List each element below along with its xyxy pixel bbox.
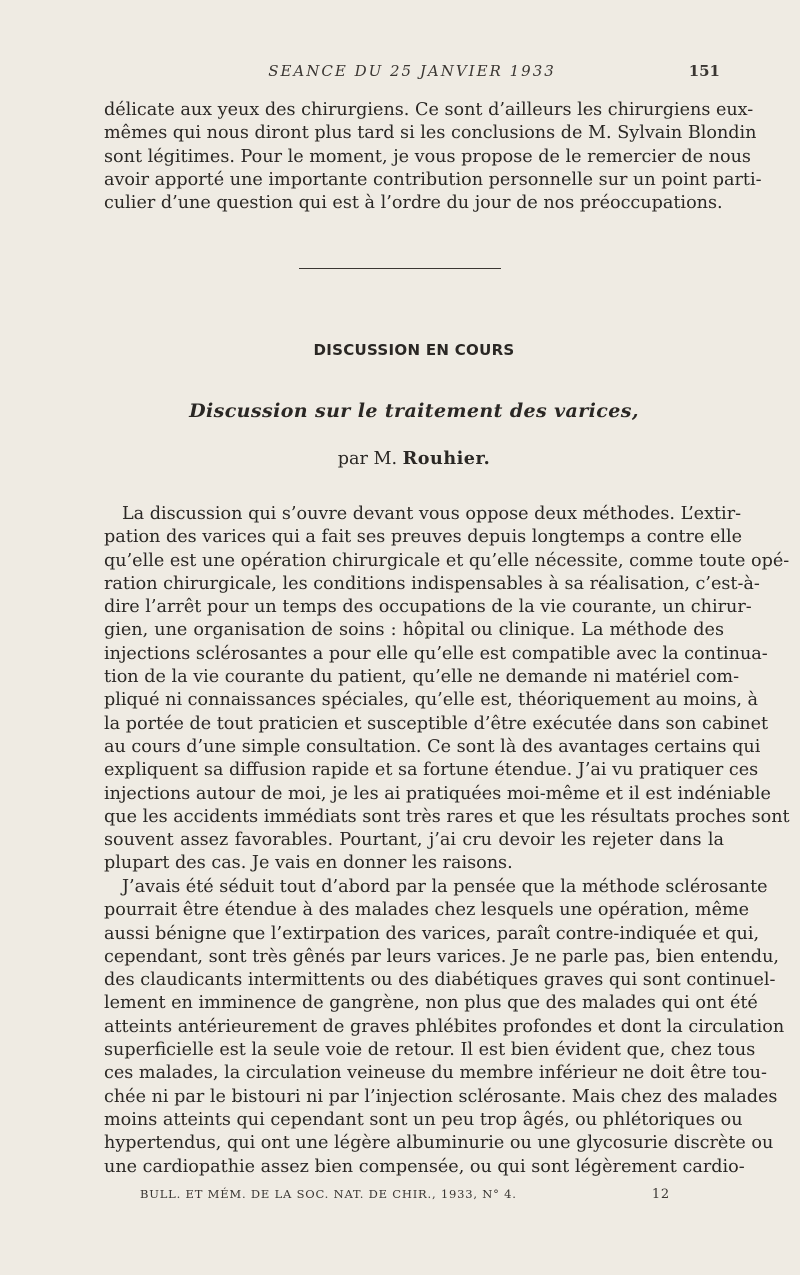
- intro-paragraph: [104, 99, 762, 215]
- text-line: pliqué ni connaissances spéciales, qu’elle est, théoriquement au moins, à: [104, 690, 759, 711]
- text-line: superficielle est la seule voie de retour. Il est bien évident que, chez tous: [104, 1040, 756, 1061]
- text-line: aussi bénigne que l’extirpation des varices, paraît contre-indiquée et qui,: [104, 923, 760, 944]
- text-line: chée ni par le bistouri ni par l’injection sclérosante. Mais chez des malades: [104, 1086, 778, 1107]
- text-line: culier d’une question qui est à l’ordre du jour de nos préoccupations.: [104, 193, 723, 214]
- text-line: lement en imminence de gangrène, non plus que des malades qui ont été: [104, 993, 758, 1014]
- text-line: expliquent sa diffusion rapide et sa fortune étendue. J’ai vu pratiquer ces: [104, 760, 759, 781]
- text-line: cependant, sont très gênés par leurs varices. Je ne parle pas, bien entendu,: [104, 946, 779, 967]
- section-heading: DISCUSSION EN COURS: [313, 341, 515, 359]
- text-line: moins atteints qui cependant sont un peu trop âgés, ou phlétoriques ou: [104, 1109, 743, 1130]
- article-title: Discussion sur le traitement des varices,: [189, 400, 639, 422]
- byline-prefix: par M.: [337, 449, 398, 469]
- text-line: hypertendus, qui ont une légère albuminurie ou une glycosurie discrète ou: [104, 1133, 774, 1154]
- text-line: injections sclérosantes a pour elle qu’elle est compatible avec la continua-: [104, 643, 768, 664]
- text-line: sont légitimes. Pour le moment, je vous propose de le remercier de nous: [104, 146, 751, 167]
- text-line: délicate aux yeux des chirurgiens. Ce sont d’ailleurs les chirurgiens eux-: [104, 100, 754, 120]
- page-number: 151: [688, 62, 720, 80]
- journal-reference: BULL. ET MÉM. DE LA SOC. NAT. DE CHIR., 1933, N° 4.: [140, 1187, 517, 1201]
- text-line: une cardiopathie assez bien compensée, ou qui sont légèrement cardio-: [104, 1156, 745, 1177]
- text-line: au cours d’une simple consultation. Ce sont là des avantages certains qui: [104, 736, 761, 757]
- text-line: souvent assez favorables. Pourtant, j’ai cru devoir les rejeter dans la: [104, 830, 724, 851]
- text-line: La discussion qui s’ouvre devant vous oppose deux méthodes. L’extir-: [122, 504, 742, 524]
- paragraph-2: [104, 876, 785, 1179]
- text-line: la portée de tout praticien et susceptible d’être exécutée dans son cabinet: [104, 713, 769, 734]
- text-line: qu’elle est une opération chirurgicale et qu’elle nécessite, comme toute opé-: [104, 550, 790, 571]
- section-divider: [299, 268, 501, 269]
- text-line: pation des varices qui a fait ses preuves depuis longtemps a contre elle: [104, 527, 743, 548]
- text-line: pourrait être étendue à des malades chez lesquels une opération, même: [104, 900, 750, 921]
- text-line: gien, une organisation de soins : hôpital ou clinique. La méthode des: [104, 620, 724, 641]
- running-header: [104, 62, 720, 86]
- signature-mark: 12: [651, 1187, 670, 1202]
- text-line: des claudicants intermittents ou des diabétiques graves qui sont continuel-: [104, 970, 776, 991]
- byline-author: Rouhier.: [402, 448, 491, 469]
- text-line: injections autour de moi, je les ai pratiquées moi-même et il est indéniable: [104, 783, 771, 804]
- text-line: plupart des cas. Je vais en donner les raisons.: [104, 853, 513, 874]
- text-line: ration chirurgicale, les conditions indispensables à sa réalisation, c’est-à-: [104, 573, 760, 594]
- text-line: dire l’arrêt pour un temps des occupations de la vie courante, un chirur-: [104, 597, 752, 618]
- text-line: mêmes qui nous diront plus tard si les conclusions de M. Sylvain Blondin: [104, 123, 757, 144]
- running-title: SEANCE DU 25 JANVIER 1933: [268, 62, 556, 80]
- text-line: atteints antérieurement de graves phlébites profondes et dont la circulation: [104, 1016, 785, 1037]
- text-line: tion de la vie courante du patient, qu’elle ne demande ni matériel com-: [104, 667, 740, 688]
- text-line: ces malades, la circulation veineuse du membre inférieur ne doit être tou-: [104, 1063, 767, 1084]
- text-line: avoir apporté une importante contribution personnelle sur un point parti-: [104, 169, 762, 190]
- text-line: que les accidents immédiats sont très rares et que les résultats proches sont: [104, 806, 790, 827]
- text-line: J’avais été séduit tout d’abord par la pensée que la méthode sclérosante: [122, 877, 768, 897]
- byline: [104, 448, 724, 469]
- paragraph-1: [104, 503, 790, 876]
